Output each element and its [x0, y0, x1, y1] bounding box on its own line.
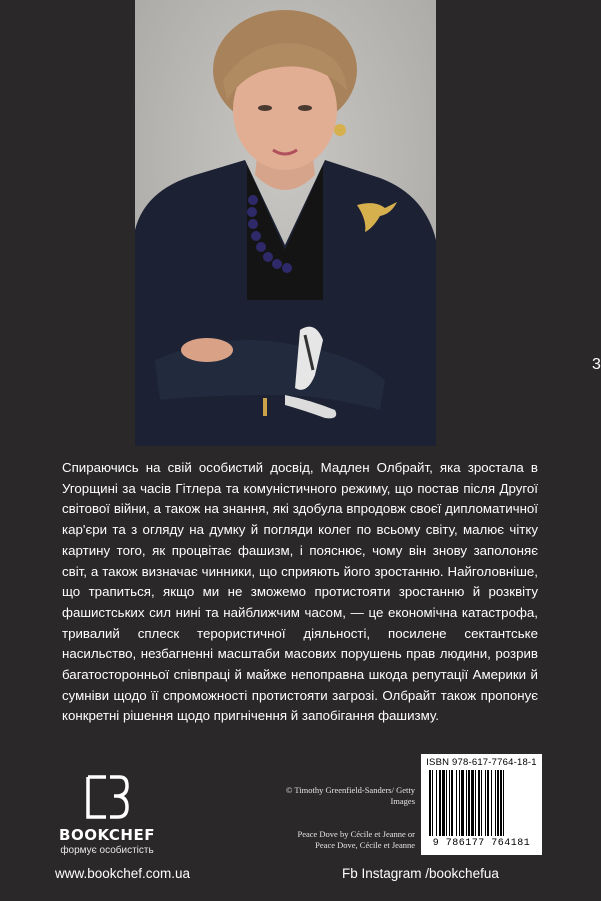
barcode-digits: 9 786177 764181	[432, 838, 531, 849]
brooch-credit: Peace Dove by Cécile et Jeanne or Peace Dove, Cécile et Jeanne	[297, 829, 415, 850]
barcode-box	[421, 754, 542, 855]
website-link[interactable]: www.bookchef.com.ua	[55, 866, 191, 881]
publisher-tagline: формує особистість	[60, 845, 154, 856]
publisher-name: BOOKCHEF	[59, 826, 155, 844]
back-cover-blurb: Спираючись на свій особистий досвід, Мадлен Олбрайт, яка зростала в Угорщині за часів Гітлера та комуністичного режиму, що постав після Другої світової війни, а також на знання, які здобула впродовж своєї дипломатичної кар'єри та з огляду на думку й погляди колег по всьому світу, малює чітку картину того, як процвітає фашизм, і пояснює, чому він знову заполоняє світ, а також визначає чинники, що сприяють його зростанню. Найголовніше, що трапиться, якщо ми не зможемо протистояти зростанню й розквіту фашистських сил нині та найближчим часом, — це економічна катастрофа, тривалий сплеск терористичної діяльності, посилене сектантське насильство, незбагненні масштаби масових порушень прав людини, розрив багатосторонньої співпраці й майже непоправна шкода репутації Америки й сумніви щодо її спроможності протистояти загрозі. Олбрайт також пропонує конкретні рішення щодо пригнічення й запобігання фашизму.	[62, 460, 538, 724]
isbn-label: ISBN 978-617-7764-18-1	[426, 757, 537, 768]
barcode-icon	[425, 770, 538, 838]
edge-mark: 3	[592, 356, 601, 373]
author-photo	[135, 0, 436, 446]
social-handle[interactable]: Fb Instagram /bookchefua	[342, 866, 499, 881]
bookchef-logo-icon	[84, 774, 130, 820]
image-credits	[283, 785, 415, 851]
photo-credit: © Timothy Greenfield-Sanders/ Getty Images	[286, 785, 415, 806]
publisher-logo	[52, 774, 162, 856]
